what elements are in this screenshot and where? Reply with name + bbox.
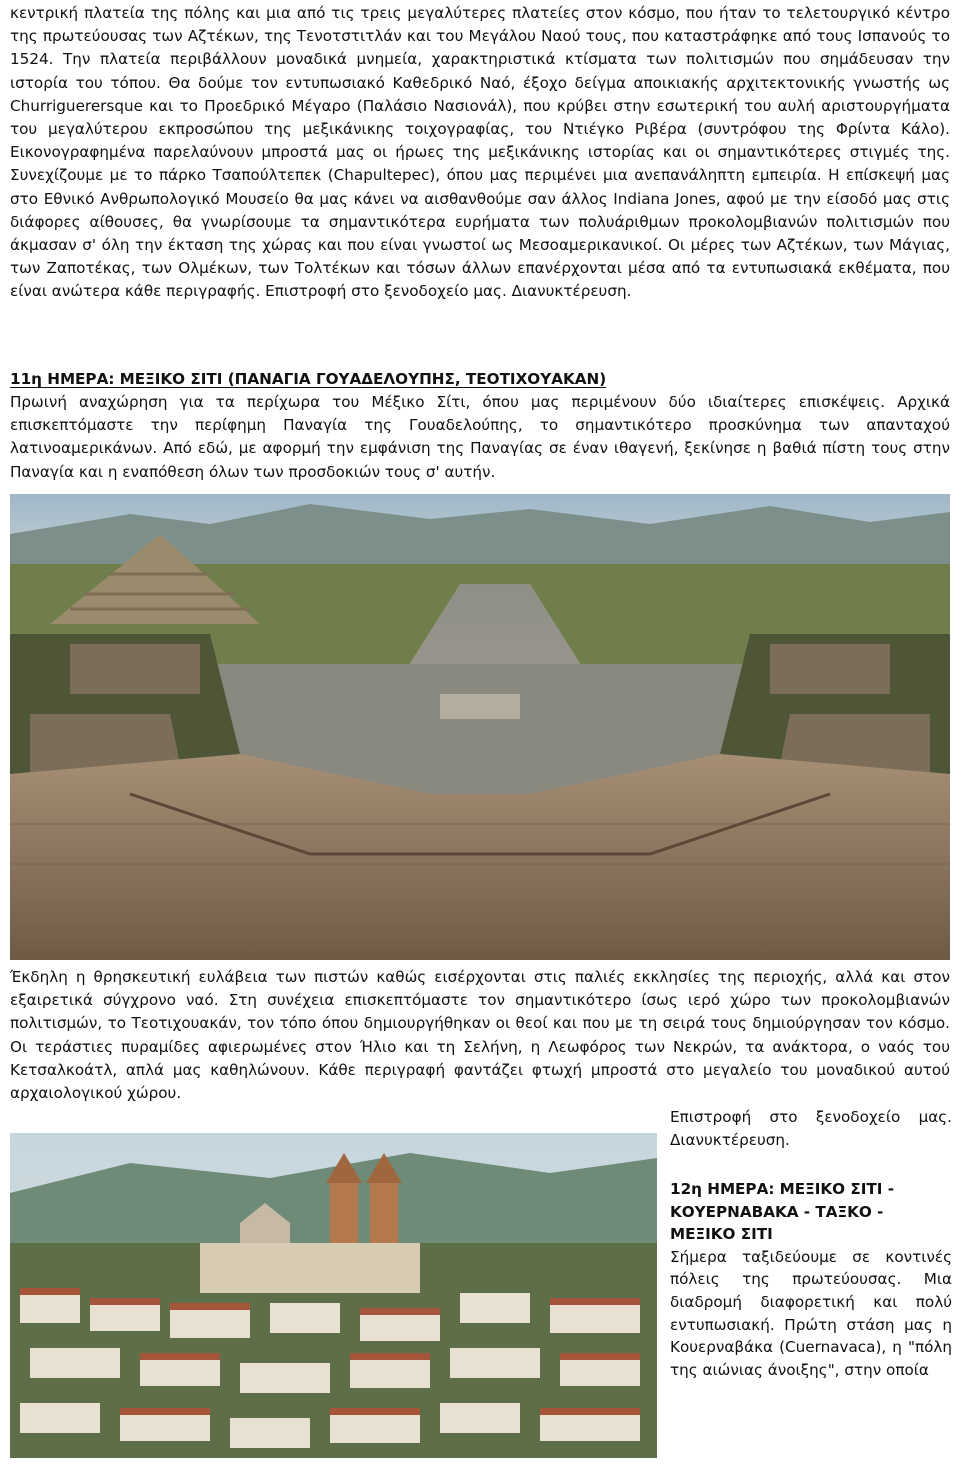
taxco-illustration xyxy=(10,1133,657,1458)
day11-heading: 11η ΗΜΕΡΑ: ΜΕΞΙΚΟ ΣΙΤΙ (ΠΑΝΑΓΙΑ ΓΟΥΑΔΕΛΟΥΠΗΣ, ΤΕΟΤΙΧΟΥΑΚΑΝ) xyxy=(10,370,607,388)
taxco-photo xyxy=(10,1133,657,1458)
day12-heading: 12η ΗΜΕΡΑ: ΜΕΞΙΚΟ ΣΙΤΙ - ΚΟΥΕΡΝΑΒΑΚΑ - ΤΑΞΚΟ - ΜΕΞΙΚΟ ΣΙΤΙ xyxy=(670,1180,895,1244)
day12-paragraph: Σήμερα ταξιδεύουμε σε κοντινές πόλεις της πρωτεύουσας. Μια διαδρομή διαφορετική και πολύ εντυπωσιακή. Πρώτη στάση μας η Κουερναβάκα (Cuernavaca), η "πόλη της αιώνιας άνοιξης", στην οποία xyxy=(670,1247,952,1379)
day11-paragraph-2: Έκδηλη η θρησκευτική ευλάβεια των πιστών καθώς εισέρχονται στις παλιές εκκλησίες της περιοχής, αλλά και στον εξαιρετικά σύγχρονο ναό. Στη συνέχεια επισκεπτόμαστε τον σημαντικότερο ίσως ιερό χώρο των προκολομβιανών πολιτισμών, το Τεοτιχουακάν, τον τόπο όπου δημιουργήθηκαν οι θεοί και που με τη σειρά τους δημιούργησαν τον κόσμο. Οι τεράστιες πυραμίδες αφιερωμένες στον Ήλιο και τη Σελήνη, η Λεωφόρος των Νεκρών, τα ανάκτορα, ο ναός του Κετσαλκοάτλ, απλά μας καθηλώνουν. Κάθε περιγραφή φαντάζει φτωχή μπροστά στο μεγαλείο του μοναδικού αυτού αρχαιολογικού χώρου. xyxy=(10,968,950,1103)
teotihuacan-illustration xyxy=(10,494,950,960)
day11-closing: Επιστροφή στο ξενοδοχείο μας. Διανυκτέρευση. xyxy=(670,1108,952,1150)
day12-section xyxy=(670,1178,952,1381)
teotihuacan-photo xyxy=(10,494,950,960)
day11-paragraph: Πρωινή αναχώρηση για τα περίχωρα του Μέξικο Σίτι, όπου μας περιμένουν δύο ιδιαίτερες επισκέψεις. Αρχικά επισκεπτόμαστε την περίφημη Παναγία της Γουαδελούπης, το σημαντικότερο προσκύνημα των απανταχού λατινοαμερικάνων. Από εδώ, με αφορμή την εμφάνιση της Παναγίας σε έναν ιθαγενή, ξεκίνησε η βαθιά πίστη τους στην Παναγία και η εναπόθεση όλων των προσδοκιών τους σ' αυτήν. xyxy=(10,393,950,481)
intro-paragraph: κεντρική πλατεία της πόλης και μια από τις τρεις μεγαλύτερες πλατείες στον κόσμο, που ήταν το τελετουργικό κέντρο της πρωτεύουσας των Αζτέκων, της Τενοτστιτλάν και του Μεγάλου Ναού τους, που καταστράφηκε από τους Ισπανούς το 1524. Την πλατεία περιβάλλουν μοναδικά μνημεία, χαρακτηριστικά κτίσματα των πολιτισμών που σημάδευσαν την ιστορία του τόπου. Θα δούμε τον εντυπωσιακό Καθεδρικό Ναό, έξοχο δείγμα αποικιακής αρχιτεκτονικής γνωστής ως Churriguerersque και το Προεδρικό Μέγαρο (Παλάσιο Νασιονάλ), που κρύβει στην εσωτερική του αυλή αριστουργήματα του μεγαλύτερου εκπροσώπου της μεξικάνικης τοιχογραφίας, του Ντιέγκο Ριβέρα (συντρόφου της Φρίντα Κάλο). Εικονογραφημένα παρελαύνουν μπροστά μας οι ήρωες της μεξικάνικης ιστορίας και οι σημαντικότερες στιγμές της. Συνεχίζουμε με το πάρκο Τσαπούλτεπεκ (Chapultepec), όπου μας περιμένει μια ανεπανάληπτη εμπειρία. Η επίσκεψή μας στο Εθνικό Ανθρωπολογικό Μουσείο θα μας κάνει να αισθανθούμε σαν άλλος Indiana Jones, αφού με την είσοδό μας στις διάφορες αίθουσες, θα γνωρίσουμε τα σημαντικότερα ευρήματα των πολυάριθμων προκολομβιανών πολιτισμών που άκμασαν σ' όλη την έκταση της χώρας και που είναι γνωστοί ως Μεσοαμερικανικοί. Οι μέρες των Αζτέκων, των Μάγιας, των Ζαποτέκας, των Ολμέκων, των Τολτέκων και τόσων άλλων επανέρχονται μέσα από τα εντυπωσιακά εκθέματα, που είναι ανώτερα κάθε περιγραφής. Επιστροφή στο ξενοδοχείο μας. Διανυκτέρευση. xyxy=(10,4,950,301)
